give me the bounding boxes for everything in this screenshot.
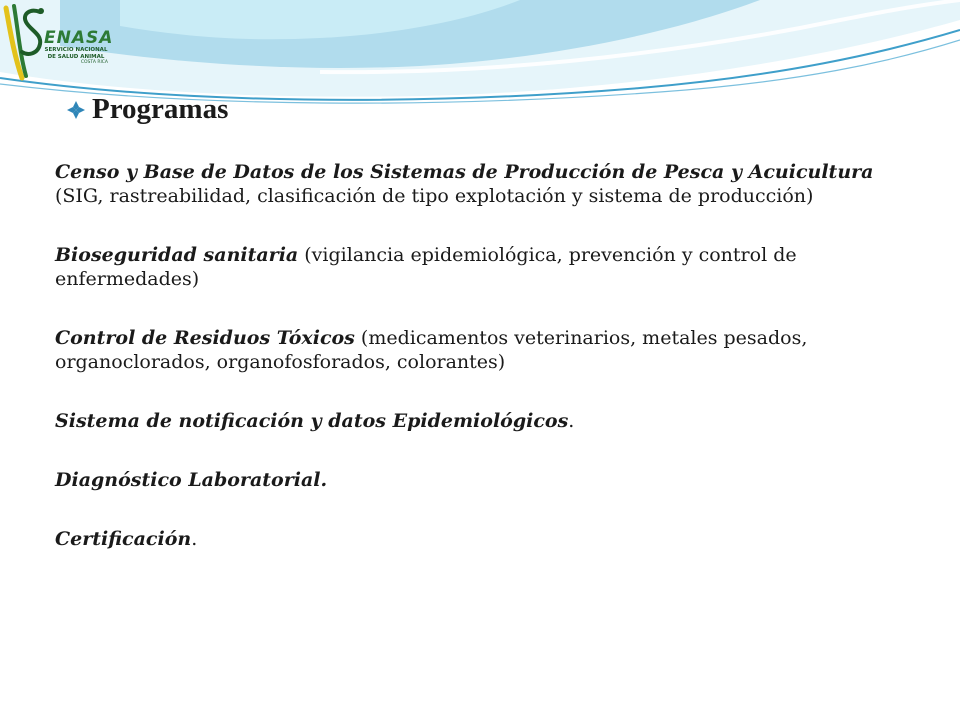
program-item <box>55 243 915 291</box>
senasa-logo-text <box>44 30 113 66</box>
slide-title <box>66 93 228 126</box>
program-item-name: Sistema de notificación y datos Epidemiológicos <box>55 410 569 432</box>
program-item-detail: . <box>568 410 575 432</box>
program-item <box>55 160 915 208</box>
logo-country: COSTA RICA <box>80 60 108 65</box>
program-item-name: Diagnóstico Laboratorial. <box>55 469 328 491</box>
program-item <box>55 409 915 433</box>
program-item-detail: (SIG, rastreabilidad, clasificación de tipo explotación y sistema de producción) <box>55 185 814 207</box>
program-item-detail: (vigilancia epidemiológica, prevención y control de enfermedades) <box>55 244 797 290</box>
program-item <box>55 326 915 374</box>
logo-line-1: SERVICIO NACIONAL <box>44 47 108 53</box>
program-item-name: Censo y Base de Datos de los Sistemas de Producción de Pesca y Acuicultura <box>55 161 874 183</box>
senasa-logo <box>0 0 140 100</box>
program-list <box>55 160 915 551</box>
program-item-name: Certificación <box>55 528 192 550</box>
slide-title-text: Programas <box>92 93 229 125</box>
diamond-bullet-icon <box>66 100 86 120</box>
program-item-name: Bioseguridad sanitaria <box>55 244 299 266</box>
program-item <box>55 468 915 492</box>
logo-wordmark: ENASA <box>44 28 114 48</box>
logo-line-2: DE SALUD ANIMAL <box>47 53 105 60</box>
program-item-detail: (medicamentos veterinarios, metales pesados, organoclorados, organofosforados, colorantes) <box>55 327 808 373</box>
program-item-detail: . <box>191 528 198 550</box>
program-item <box>55 527 915 551</box>
program-item-name: Control de Residuos Tóxicos <box>55 327 355 349</box>
